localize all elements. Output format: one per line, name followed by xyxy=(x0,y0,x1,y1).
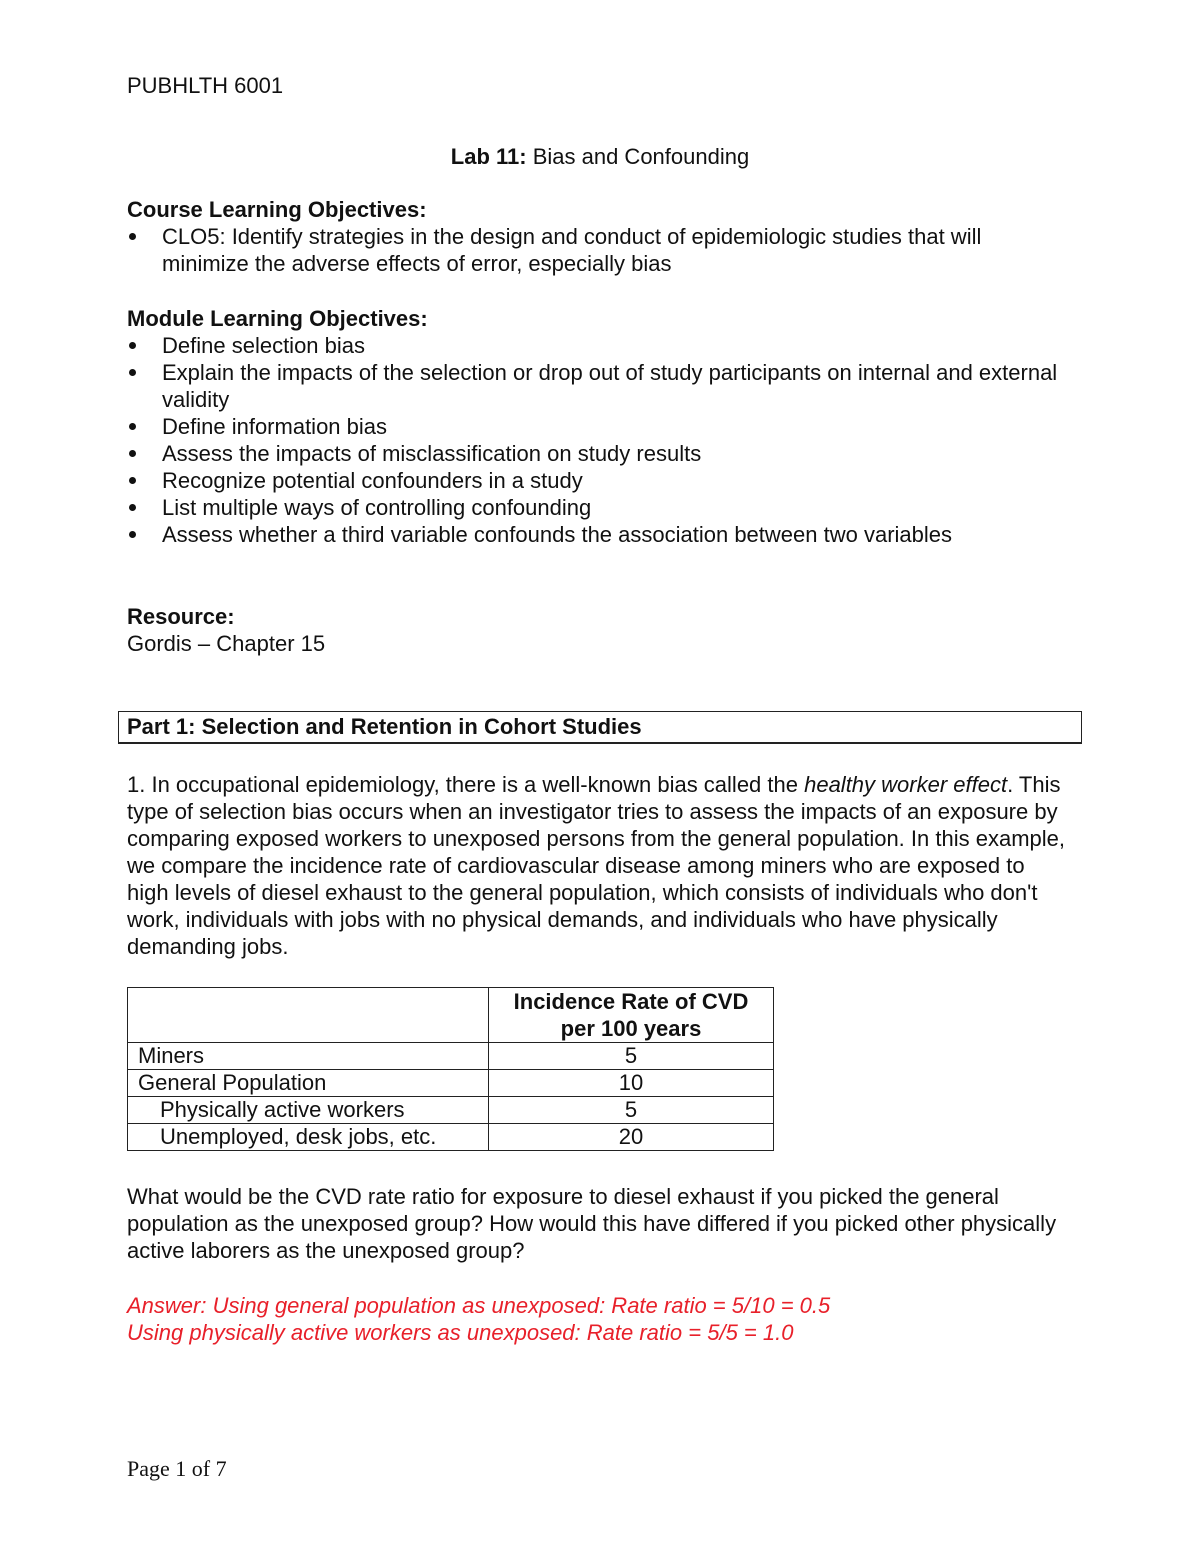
row-value: 20 xyxy=(489,1124,774,1151)
list-item: Recognize potential confounders in a study xyxy=(127,467,1072,494)
list-item: Define selection bias xyxy=(127,332,1072,359)
q1-body: . This type of selection bias occurs when an investigator tries to assess the impacts of an exposure by comparing exposed workers to unexposed persons from the general population. In this example, we compare the incidence rate of cardiovascular disease among miners who are exposed to high levels of diesel exhaust to the general population, which consists of individuals who don't work, individuals with jobs with no physical demands, and individuals who have physically demanding jobs. xyxy=(127,772,1065,959)
table-row xyxy=(128,1070,774,1097)
table-header-rate: Incidence Rate of CVD per 100 years xyxy=(489,988,774,1043)
table-header-row xyxy=(128,988,774,1043)
question-1-text xyxy=(127,771,1072,960)
answer-line-1: Answer: Using general population as unexposed: Rate ratio = 5/10 = 0.5 xyxy=(127,1293,831,1318)
row-value: 5 xyxy=(489,1097,774,1124)
list-item: Assess the impacts of misclassification on study results xyxy=(127,440,1072,467)
list-item: Define information bias xyxy=(127,413,1072,440)
list-item: Assess whether a third variable confounds the association between two variables xyxy=(127,521,1072,548)
q1-term: healthy worker effect xyxy=(804,772,1008,797)
module-objectives-list xyxy=(127,332,1072,548)
row-value: 10 xyxy=(489,1070,774,1097)
title-lab-number: Lab 11: xyxy=(450,144,527,169)
course-objectives-heading: Course Learning Objectives: xyxy=(127,197,427,222)
title-text: Bias and Confounding xyxy=(526,144,750,169)
q1-intro: 1. In occupational epidemiology, there is a well-known bias called the xyxy=(127,772,805,797)
course-header: PUBHLTH 6001 xyxy=(127,73,284,98)
list-item: CLO5: Identify strategies in the design and conduct of epidemiologic studies that will minimize the adverse effects of error, especially bias xyxy=(127,223,1072,277)
module-objectives-heading: Module Learning Objectives: xyxy=(127,306,428,331)
page-number: Page 1 of 7 xyxy=(127,1456,227,1481)
course-objectives-list xyxy=(127,223,1072,277)
table-row xyxy=(128,1097,774,1124)
table-header-empty xyxy=(128,988,489,1043)
resource-heading: Resource: xyxy=(127,604,235,629)
question-1-prompt: What would be the CVD rate ratio for exposure to diesel exhaust if you picked the general population as the unexposed group? How would this have differed if you picked other physically active laborers as the unexposed group? xyxy=(127,1184,1057,1263)
table-row xyxy=(128,1043,774,1070)
part1-heading: Part 1: Selection and Retention in Cohort Studies xyxy=(127,714,642,739)
row-label: General Population xyxy=(128,1070,489,1097)
answer-line-2: Using physically active workers as unexposed: Rate ratio = 5/5 = 1.0 xyxy=(127,1320,794,1345)
row-label: Unemployed, desk jobs, etc. xyxy=(128,1124,489,1151)
list-item: List multiple ways of controlling confounding xyxy=(127,494,1072,521)
incidence-table xyxy=(127,987,774,1151)
row-value: 5 xyxy=(489,1043,774,1070)
list-item: Explain the impacts of the selection or drop out of study participants on internal and external validity xyxy=(127,359,1072,413)
resource-text: Gordis – Chapter 15 xyxy=(127,631,326,656)
page-title xyxy=(0,143,1200,170)
part1-heading-box xyxy=(118,711,1082,744)
row-label: Physically active workers xyxy=(128,1097,489,1124)
row-label: Miners xyxy=(128,1043,489,1070)
table-row xyxy=(128,1124,774,1151)
